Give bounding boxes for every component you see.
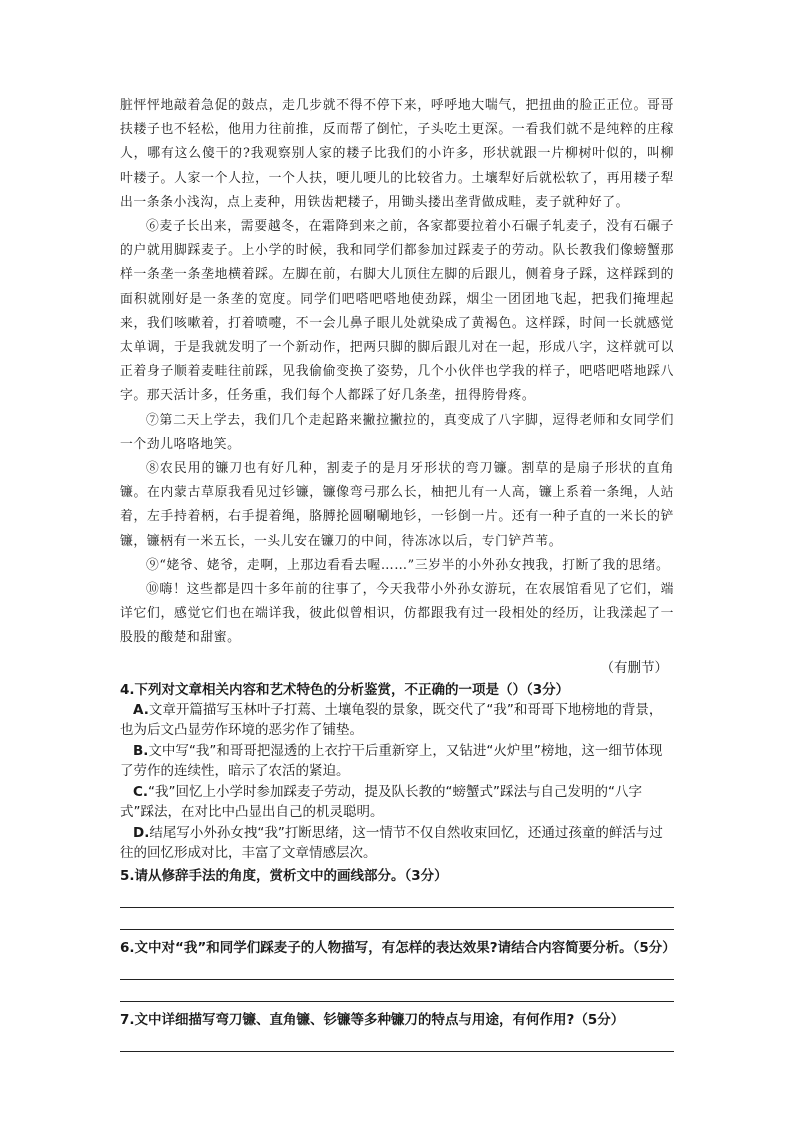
- answer-line[interactable]: [120, 1030, 674, 1052]
- option-c-key: C.: [133, 783, 149, 800]
- question-4-option-d: [120, 823, 674, 864]
- answer-line[interactable]: [120, 980, 674, 1002]
- question-4-title: 4.下列对文章相关内容和艺术特色的分析鉴赏，不正确的一项是（）（3分）: [120, 681, 570, 698]
- question-4: [120, 680, 674, 864]
- option-a-key: A.: [133, 701, 149, 718]
- question-6: [120, 938, 674, 1002]
- passage-paragraph-7: ⑦第二天上学去，我们几个走起路来撇拉撇拉的，真变成了八字脚，逗得老师和女同学们一个劲儿咯咯地笑。: [120, 412, 674, 452]
- questions-section: [120, 680, 674, 1052]
- option-b-key: B.: [133, 742, 149, 759]
- answer-line[interactable]: [120, 886, 674, 908]
- passage-paragraph-10: ⑩嗨！这些都是四十多年前的往事了，今天我带小外孙女游玩，在农展馆看见了它们，端详它们，感觉它们也在端详我，彼此似曾相识，仿都跟我有过一段相处的经历，让我漾起了一股股的酸楚和甜蜜。: [120, 582, 674, 646]
- question-6-title: 6.文中对“我”和同学们踩麦子的人物描写，有怎样的表达效果?请结合内容简要分析。（5分）: [120, 939, 676, 956]
- passage-paragraph-9: ⑨“姥爷、姥爷，走啊，上那边看看去喔……”三岁半的小外孙女拽我，打断了我的思绪。: [146, 557, 670, 573]
- answer-line[interactable]: [120, 958, 674, 980]
- answer-line[interactable]: [120, 908, 674, 930]
- passage-paragraph-8: ⑧农民用的镰刀也有好几种，割麦子的是月牙形状的弯刀镰。割草的是扇子形状的直角镰。在内蒙古草原我看见过钐镰，镰像弯弓那么长，柚把儿有一人高，镰上系着一条绳，人站着，左手持着柄，右手提着绳，胳膊抡圆唰唰地钐，一钐倒一片。还有一种子直的一米长的铲镰，镰柄有一米五长，一头儿安在镰刀的中间，待冻冰以后，专门铲芦苇。: [120, 461, 674, 549]
- question-7: [120, 1010, 674, 1052]
- abridged-note: （有删节）: [600, 659, 668, 676]
- option-c-text: “我”回忆上小学时参加踩麦子劳动，提及队长教的“螃蟹式”踩法与自己发明的“八字式”踩法，在对比中凸显出自己的机灵聪明。: [120, 783, 643, 821]
- question-7-title: 7.文中详细描写弯刀镰、直角镰、钐镰等多种镰刀的特点与用途，有何作用?（5分）: [120, 1011, 625, 1028]
- question-5-title: 5.请从修辞手法的角度，赏析文中的画线部分。（3分）: [120, 867, 448, 884]
- passage-paragraph-6: ⑥麦子长出来，需要越冬，在霜降到来之前，各家都要拉着小石碾子轧麦子，没有石碾子的户就用脚踩麦子。上小学的时候，我和同学们都参加过踩麦子的劳动。队长教我们像螃蟹那样一条垄一条垄地横着踩。左脚在前，右脚大儿顶住左脚的后跟儿，侧着身子踩，这样踩到的面积就刚好是一条垄的宽度。同学们吧嗒吧嗒地使劲踩，烟尘一团团地飞起，把我们掩埋起来，我们咳嗽着，打着喷嚏，不一会儿鼻子眼儿处就染成了黄褐色。这样踩，时间一长就感觉太单调，于是我就发明了一个新动作，把两只脚的脚后跟儿对在一起，形成八字，这样就可以正着身子顺着麦畦往前踩，见我偷偷变换了姿势，几个小伙伴也学我的样子，吧嗒吧嗒地踩八字。那天活计多，任务重，我们每个人都踩了好几条垄，扭得胯骨疼。: [120, 219, 674, 404]
- option-d-key: D.: [133, 824, 150, 841]
- option-d-text: 结尾写小外孙女拽“我”打断思绪，这一情节不仅自然收束回忆，还通过孩童的鲜活与过往的回忆形成对比，丰富了文章情感层次。: [120, 824, 663, 862]
- option-a-text: 文章开篇描写玉林叶子打蔫、土壤龟裂的景象，既交代了“我”和哥哥下地榜地的背景，也为后文凸显劳作环境的恶劣作了铺垫。: [120, 701, 663, 739]
- question-4-option-b: [120, 741, 674, 782]
- question-4-option-a: [120, 700, 674, 741]
- question-5: [120, 866, 674, 930]
- option-b-text: 文中写“我”和哥哥把湿透的上衣拧干后重新穿上，又钻进“火炉里”榜地，这一细节体现了劳作的连续性，暗示了农活的紧迫。: [120, 742, 663, 780]
- reading-passage: [120, 94, 674, 651]
- passage-paragraph-5-continued: 脏怦怦地敲着急促的鼓点，走几步就不得不停下来，呼呼地大喘气，把扭曲的脸正正位。哥哥扶耧子也不轻松，他用力往前推，反而帮了倒忙，子头吃土更深。一看我们就不是纯粹的庄稼人，哪有这么傻干的?我观察别人家的耧子比我们的小许多，形状就跟一片柳树叶似的，叫柳叶耧子。人家一个人拉，一个人扶，哽儿哽儿的比较省力。土壤犁好后就松软了，再用耧子犁出一条条小浅沟，点上麦种，用铁齿耙耧子，用锄头搂出垄背做成畦，麦子就种好了。: [120, 98, 674, 210]
- question-4-option-c: [120, 782, 674, 823]
